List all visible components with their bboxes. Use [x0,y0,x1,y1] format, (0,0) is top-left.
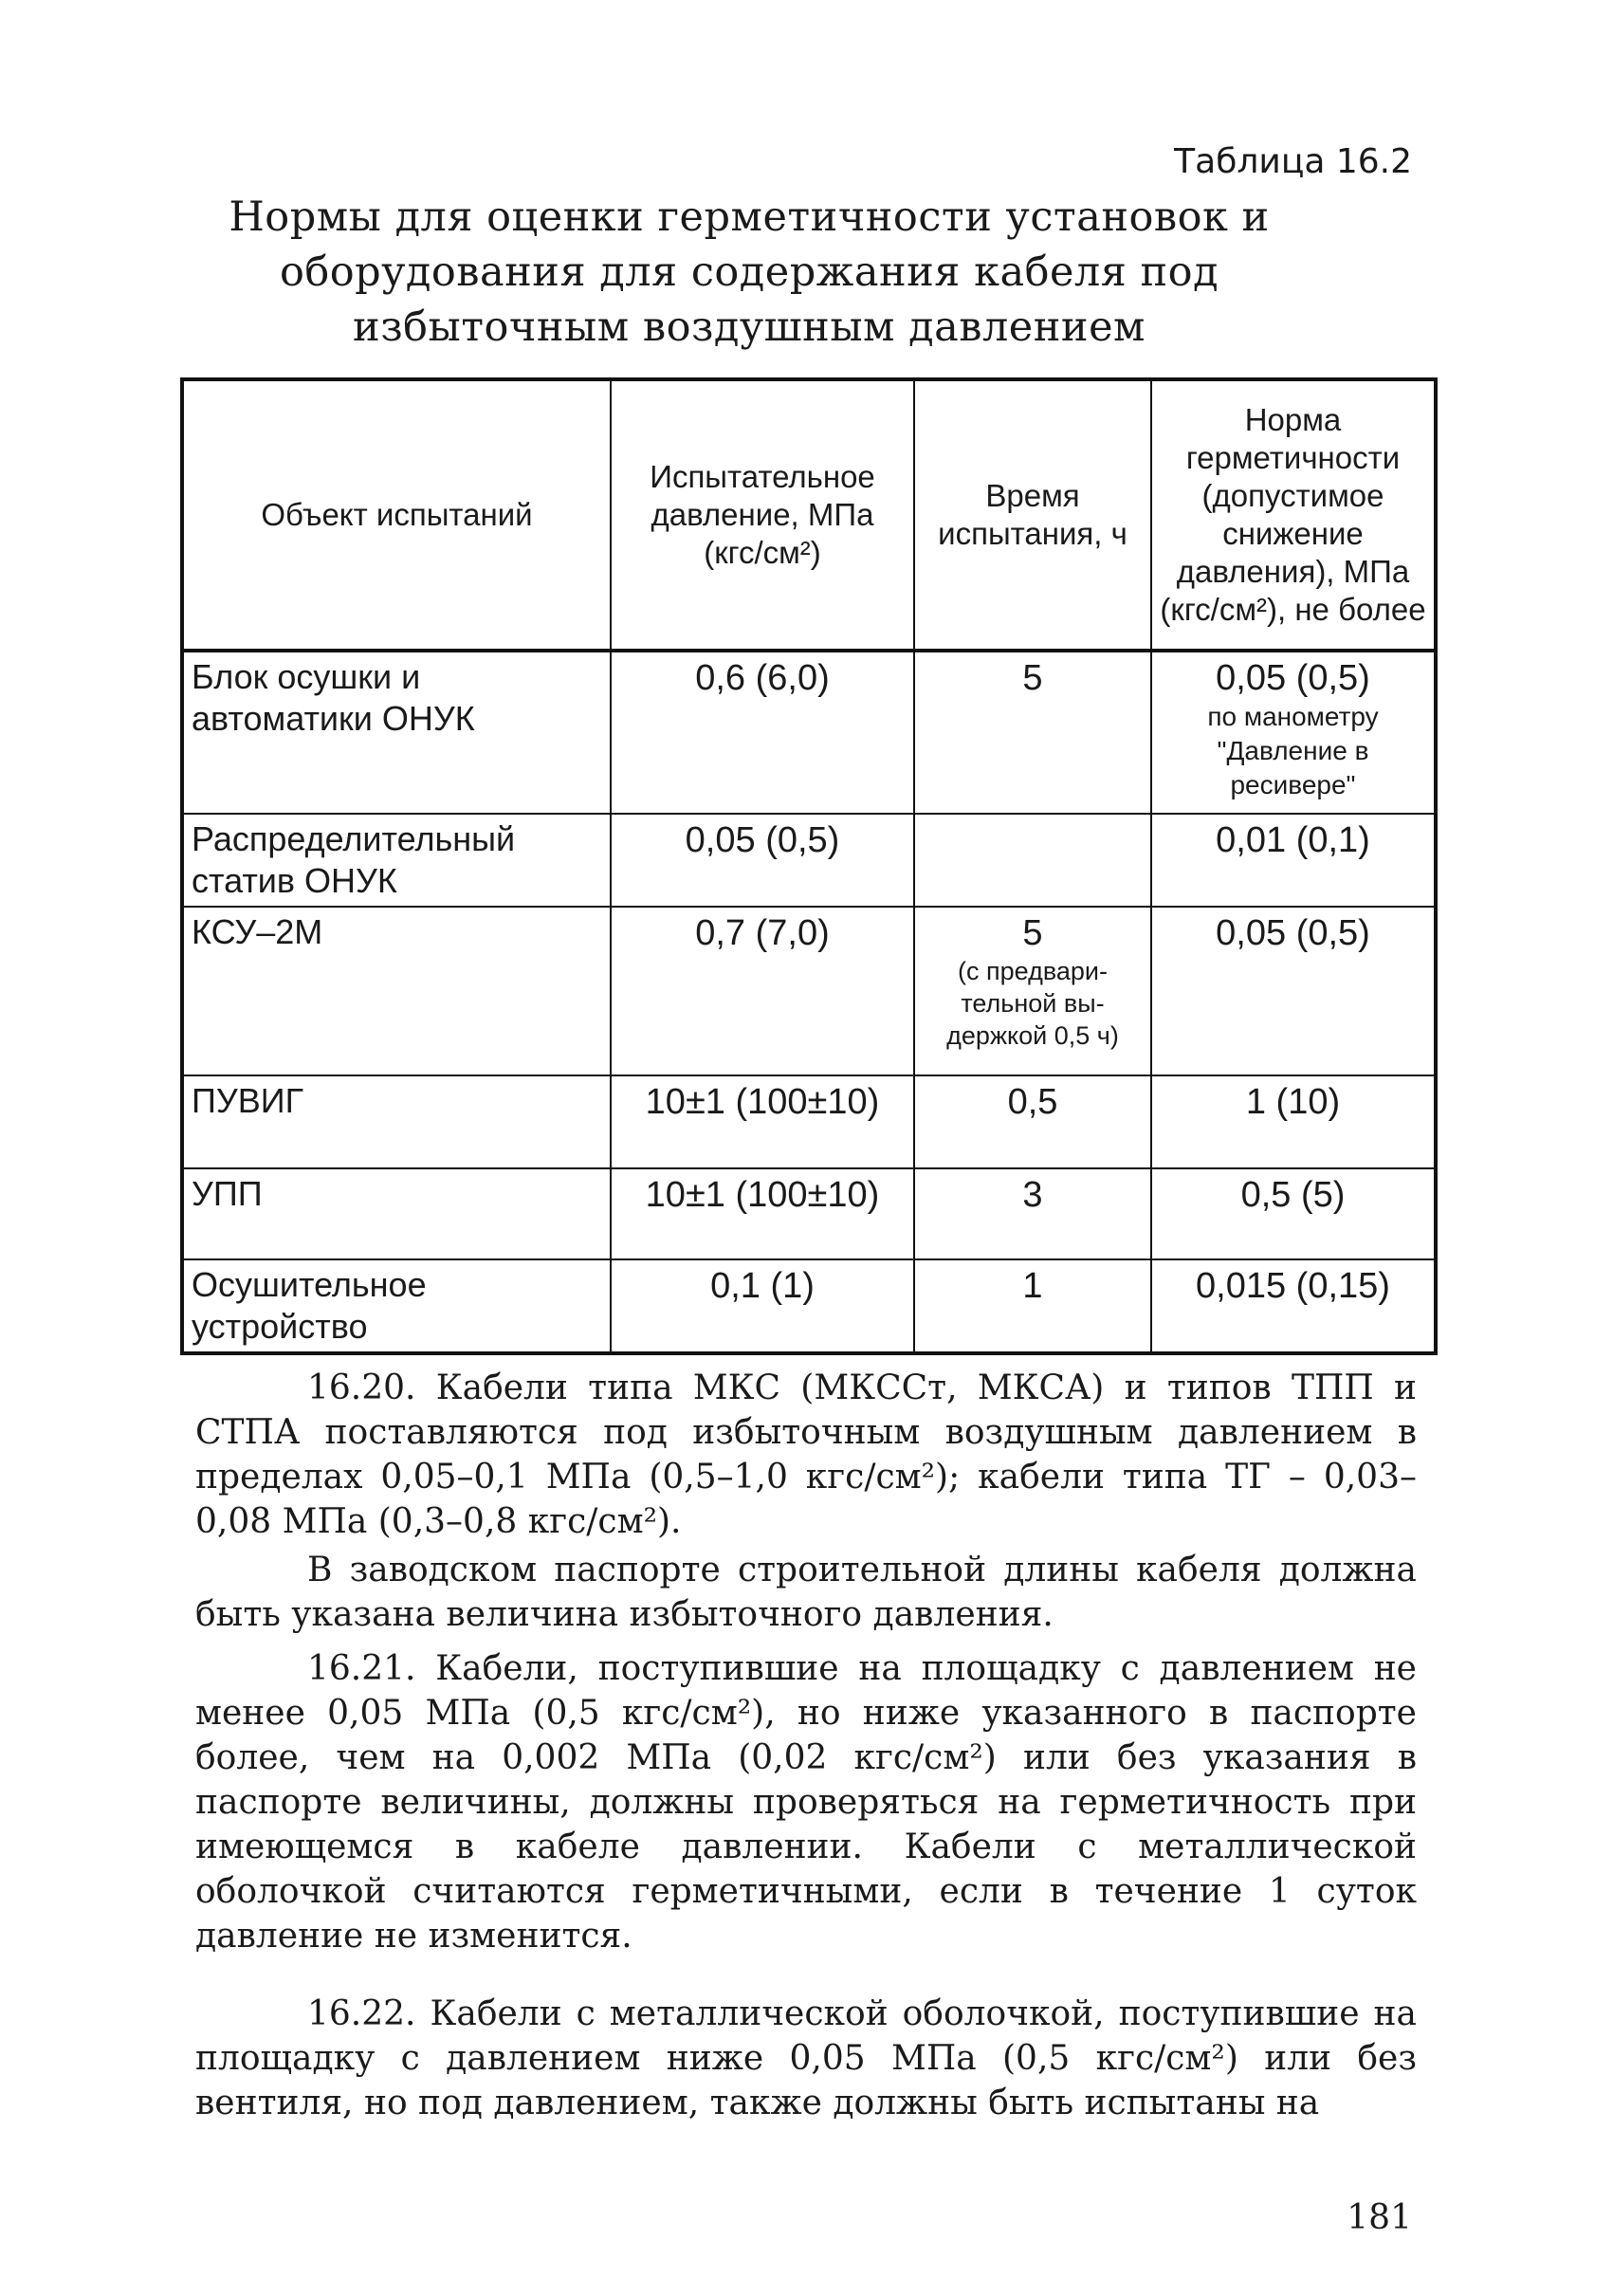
cell-pressure: 0,6 (6,0) [611,651,914,814]
table-label: Таблица 16.2 [1174,142,1412,181]
cell-time-value: 5 [1022,913,1043,953]
cell-time-note: (с предвари-тельной вы-держкой 0,5 ч) [946,957,1119,1050]
paragraph-text: В заводском паспорте строительной длины кабеля должна быть указана величина избыточного давления. [195,1551,1417,1634]
cell-object: Распределительный статив ОНУК [182,814,611,907]
title-line: Нормы для оценки герметичности установок и [229,193,1270,241]
header-object: Объект испытаний [182,379,611,651]
paragraph-text: 16.22. Кабели с металлической оболочкой, поступившие на площадку с давлением ниже 0,05 МПа (0,5 кгс/см²) или без вентиля, но под давлением, также должны быть испытаны на [195,1994,1417,2122]
cell-norm: 0,5 (5) [1151,1168,1436,1259]
cell-time: 5 [914,651,1151,814]
cell-norm: 1 (10) [1151,1075,1436,1168]
cell-norm: 0,05 (0,5) [1151,907,1436,1075]
table-row [182,1259,1436,1353]
cell-norm-note: по манометру "Давление в ресивере" [1207,702,1379,799]
cell-object: КСУ–2М [182,907,611,1075]
paragraph-16-21 [195,1646,1417,1958]
table-row [182,651,1436,814]
cell-pressure: 0,1 (1) [611,1259,914,1353]
paragraph-16-22 [195,1992,1417,2125]
cell-time: 3 [914,1168,1151,1259]
title-line: оборудования для содержания кабеля под [279,248,1219,296]
norms-table [180,377,1438,1355]
paragraph-passport [195,1548,1417,1637]
cell-time [914,814,1151,907]
cell-object: Блок осушки и автоматики ОНУК [182,651,611,814]
cell-pressure: 10±1 (100±10) [611,1168,914,1259]
table-header-row [182,379,1436,651]
header-pressure: Испытательное давление, МПа (кгс/см²) [611,379,914,651]
cell-norm: 0,01 (0,1) [1151,814,1436,907]
cell-pressure: 10±1 (100±10) [611,1075,914,1168]
title-line: избыточным воздушным давлением [353,303,1146,351]
table-row [182,1168,1436,1259]
page-number: 181 [1347,2198,1412,2237]
cell-pressure: 0,7 (7,0) [611,907,914,1075]
cell-norm: 0,015 (0,15) [1151,1259,1436,1353]
cell-object: Осушительное устройство [182,1259,611,1353]
table-title [171,190,1328,355]
cell-pressure: 0,05 (0,5) [611,814,914,907]
cell-object: УПП [182,1168,611,1259]
table-row [182,907,1436,1075]
cell-time: 0,5 [914,1075,1151,1168]
paragraph-text: 16.20. Кабели типа МКС (МКССт, МКСА) и типов ТПП и СТПА поставляются под избыточным воздушным давлением в пределах 0,05–0,1 МПа (0,5–1,0 кгс/см²); кабели типа ТГ – 0,03–0,08 МПа (0,3–0,8 кгс/см²). [195,1368,1417,1541]
cell-norm [1151,651,1436,814]
table-row [182,814,1436,907]
table-row [182,1075,1436,1168]
paragraph-16-20 [195,1366,1417,1544]
paragraph-text: 16.21. Кабели, поступившие на площадку с давлением не менее 0,05 МПа (0,5 кгс/см²), но ниже указанного в паспорте более, чем на 0,002 МПа (0,02 кгс/см²) или без указания в паспорте величины, должны проверяться на герметичность при имеющемся в кабеле давлении. Кабели с металлической оболочкой считаются герметичными, если в течение 1 суток давление не изменится. [195,1649,1417,1956]
cell-norm-value: 0,05 (0,5) [1216,658,1370,698]
cell-time [914,907,1151,1075]
header-time: Время испытания, ч [914,379,1151,651]
header-norm: Норма герметичности (допустимое снижение давления), МПа (кгс/см²), не более [1151,379,1436,651]
cell-object: ПУВИГ [182,1075,611,1168]
cell-time: 1 [914,1259,1151,1353]
